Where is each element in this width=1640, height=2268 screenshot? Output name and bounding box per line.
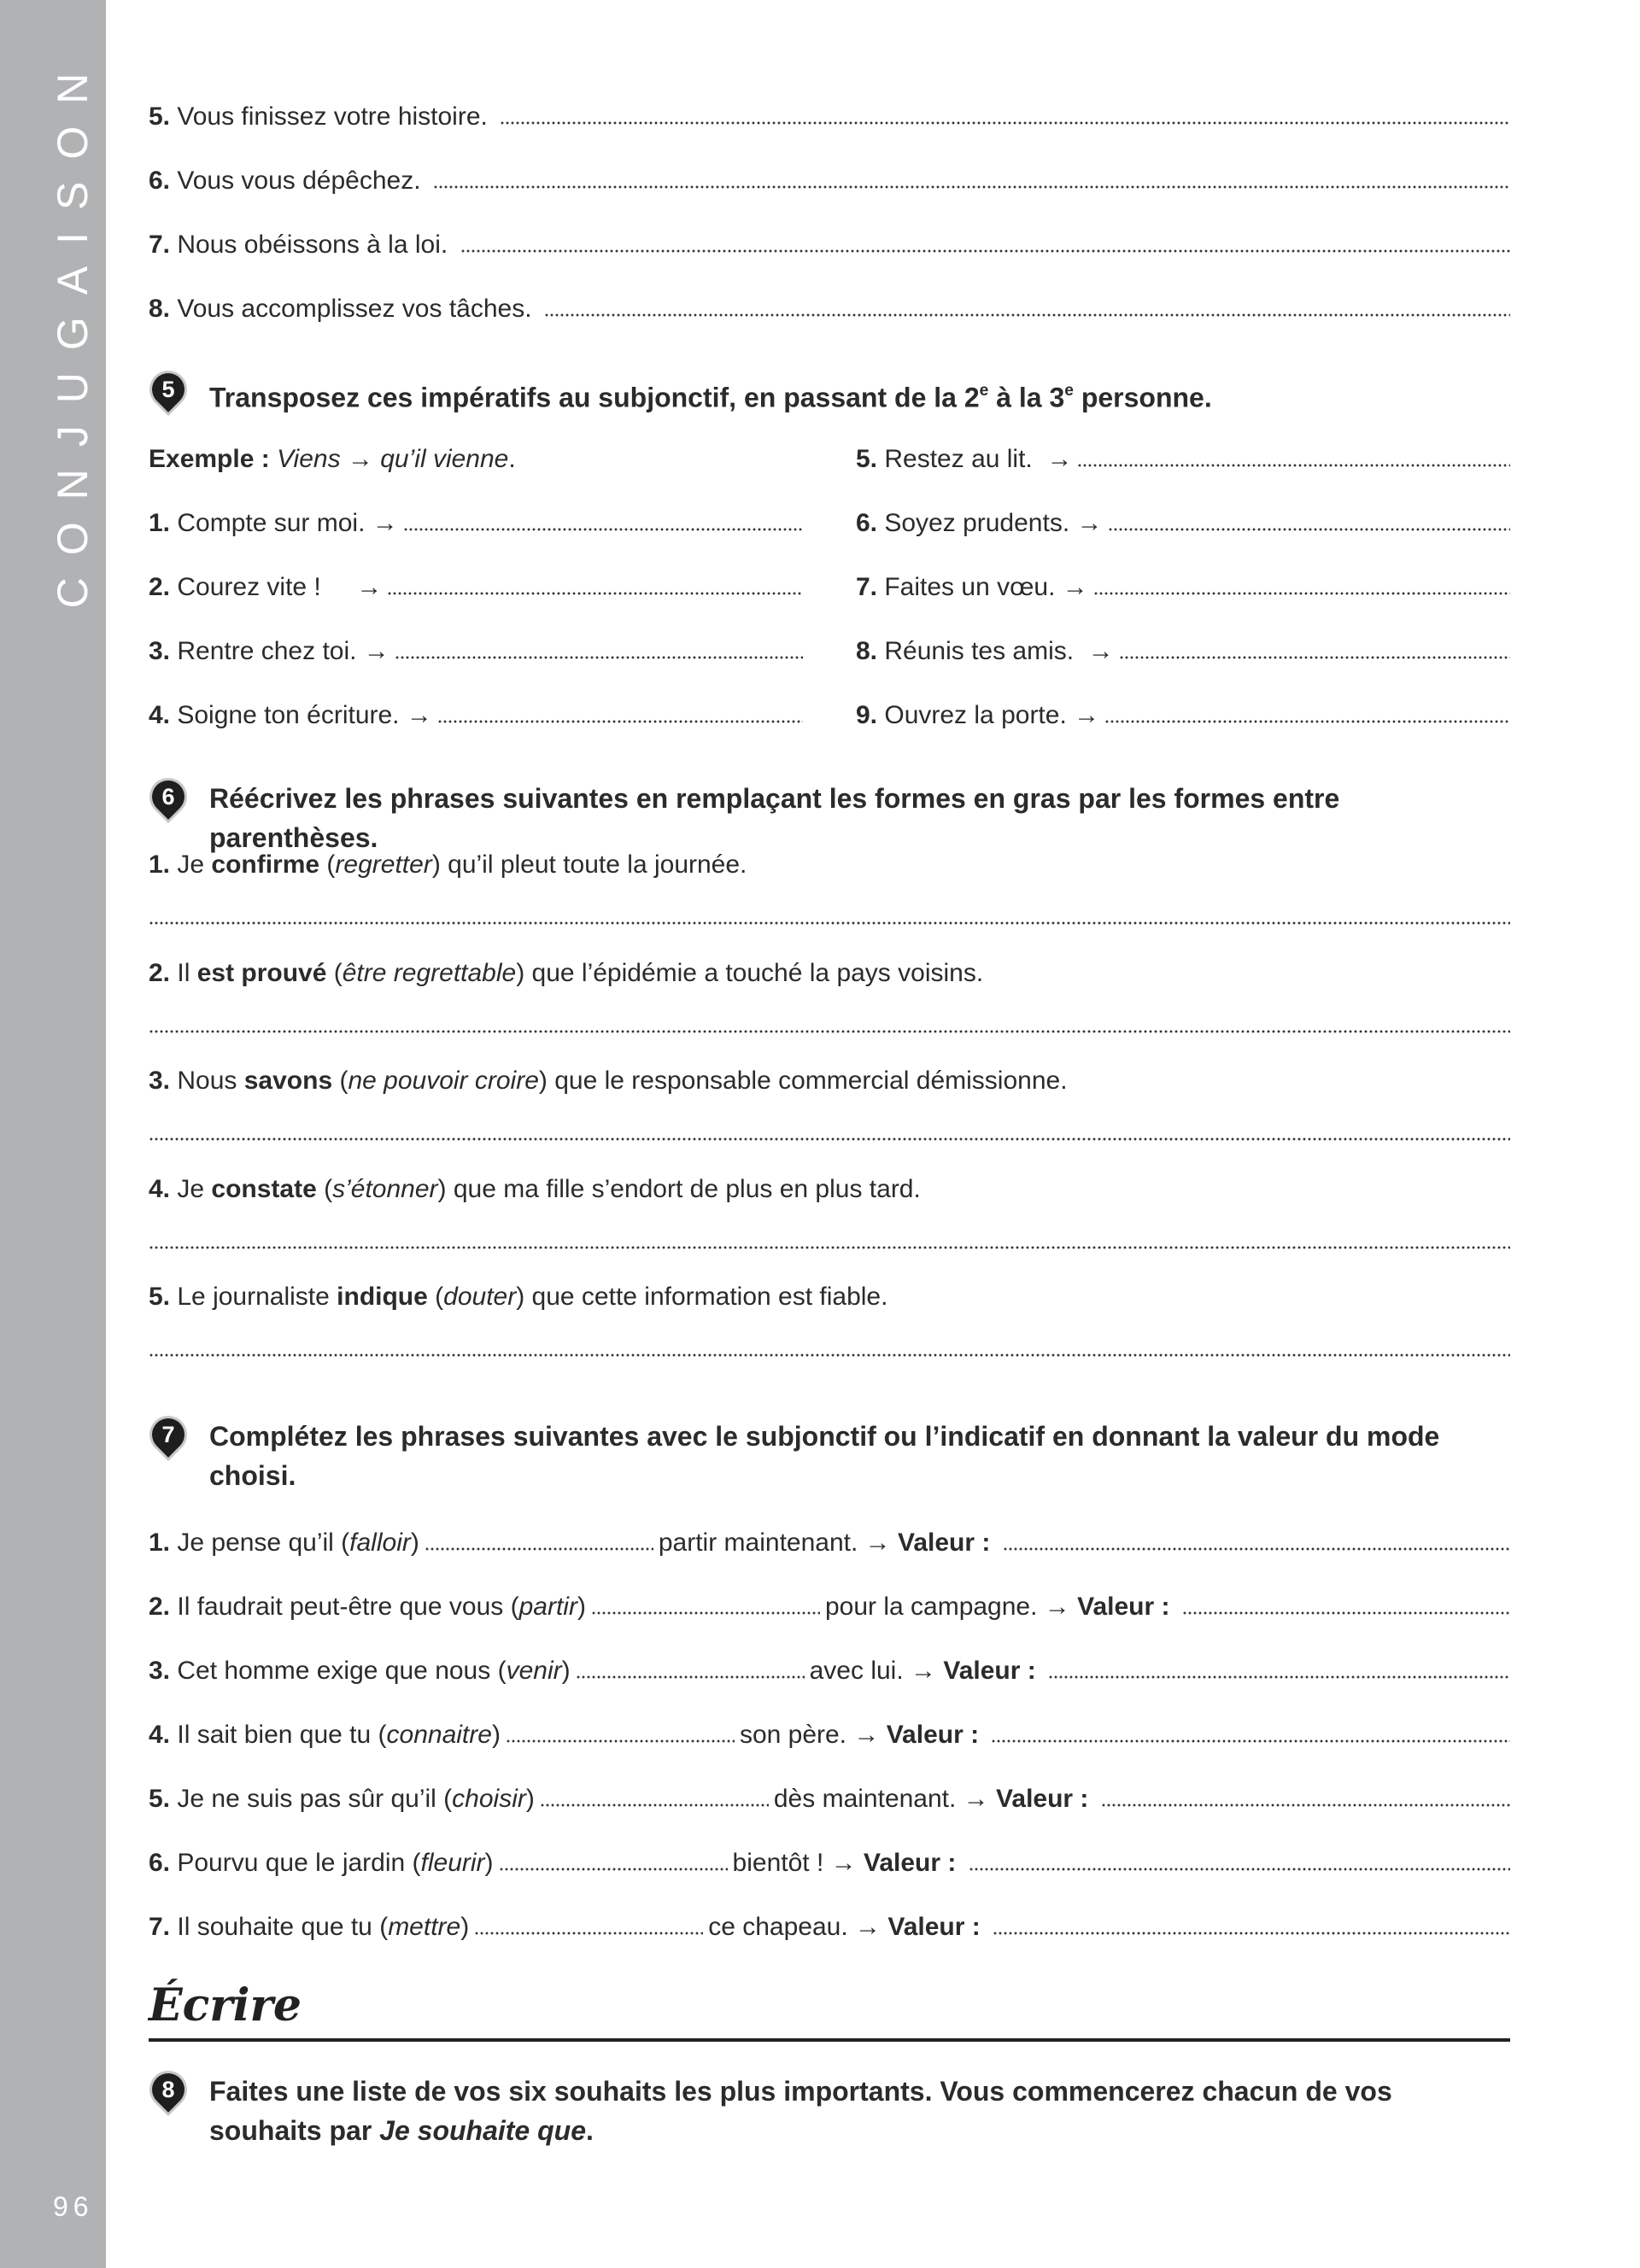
verb-blank[interactable] (576, 1675, 805, 1680)
text-segment: à la 3 (988, 382, 1065, 413)
exercise-number: 8 (161, 2077, 175, 2102)
answer-blank[interactable] (500, 120, 1510, 126)
answer-blank[interactable] (1182, 1610, 1510, 1616)
text-segment: Il sait bien que tu ( (177, 1720, 387, 1749)
text-segment: être regrettable (342, 958, 517, 987)
answer-blank[interactable] (437, 719, 803, 724)
text-segment: Complétez les phrases suivantes avec le subjonctif ou l’indicatif en donnant la valeur du mode choisi. (209, 1421, 1440, 1491)
exercise-item (856, 555, 1510, 619)
answer-blank[interactable] (1104, 719, 1510, 724)
text-segment: ( (427, 1283, 444, 1311)
text-segment: e (1064, 382, 1074, 400)
text-segment: ( (332, 1067, 348, 1095)
text-segment: 1. (149, 508, 178, 537)
exercise-item (149, 1895, 1510, 1959)
text-segment: pour la campagne. → (824, 1592, 1078, 1621)
text-segment: ) (577, 1592, 586, 1621)
answer-line[interactable] (149, 921, 1510, 926)
text-segment: Nous (177, 1067, 244, 1095)
answer-blank[interactable] (1077, 463, 1510, 468)
exercise-number: 6 (161, 784, 175, 810)
example-line (149, 427, 803, 491)
exercise-item (149, 555, 803, 619)
text-segment: qu’il vienne (380, 444, 509, 473)
text-segment: est prouvé (196, 958, 327, 987)
text-segment: Il faudrait peut-être que vous ( (177, 1592, 519, 1621)
text-segment: Faites une liste de vos six souhaits les plus importants. Vous commencerez chacun de vos souhaits par (209, 2076, 1392, 2146)
text-segment: Valeur : (886, 1720, 987, 1749)
text-segment: Transposez ces impératifs au subjonctif, en passant de la 2 (209, 382, 980, 413)
text-segment: ) (410, 1528, 419, 1557)
text-segment: 7. (149, 1912, 178, 1941)
text-segment: 4. (149, 1174, 178, 1203)
text-segment: 5. (149, 1283, 178, 1311)
text-segment: indique (337, 1283, 428, 1311)
text-segment: dès maintenant. → (773, 1784, 997, 1813)
answer-blank[interactable] (1093, 591, 1510, 596)
exercise-5 (149, 427, 1510, 747)
answer-blank[interactable] (387, 591, 803, 596)
text-segment: ) (491, 1720, 501, 1749)
text-segment: 5. (149, 102, 178, 131)
text-segment: partir maintenant. → (658, 1528, 898, 1557)
answer-blank[interactable] (969, 1867, 1510, 1872)
text-segment: ce chapeau. → (708, 1912, 888, 1941)
text-segment: ) (561, 1656, 571, 1685)
answer-blank[interactable] (433, 184, 1510, 190)
text-segment: Réunis tes amis. → (884, 636, 1114, 665)
text-segment: 5. (149, 1784, 178, 1813)
exercise-8-heading (149, 2072, 1510, 2150)
text-segment: ) que ma fille s’endort de plus en plus tard. (437, 1174, 921, 1203)
exercise-number: 7 (161, 1422, 175, 1447)
text-segment: → (340, 444, 381, 473)
text-segment: e (979, 382, 989, 400)
verb-blank[interactable] (506, 1739, 735, 1744)
exercise-instruction (209, 1417, 1510, 1495)
text-segment: 6. (149, 1848, 178, 1877)
exercise-7-heading (149, 1417, 1510, 1495)
exercise-item (856, 491, 1510, 555)
exercise-item (149, 1575, 1510, 1639)
exercise-sentence (149, 948, 1510, 999)
text-segment: Valeur : (943, 1656, 1044, 1685)
text-segment: 8. (149, 294, 178, 323)
text-segment: Courez vite ! → (177, 572, 383, 601)
text-segment: . (508, 444, 516, 473)
text-segment: 5. (856, 444, 885, 473)
verb-blank[interactable] (540, 1803, 769, 1808)
text-segment: ) que cette information est fiable. (516, 1283, 888, 1311)
exercise-item (149, 619, 803, 683)
answer-blank[interactable] (395, 655, 803, 660)
section-title-ecrire: Écrire (149, 1979, 302, 2031)
exercise-7 (149, 1511, 1510, 1959)
text-segment: Pourvu que le jardin ( (177, 1848, 421, 1877)
text-segment: Compte sur moi. → (177, 508, 398, 537)
text-segment: Il souhaite que tu ( (177, 1912, 389, 1941)
text-segment: ( (319, 850, 336, 879)
text-segment: falloir (349, 1528, 411, 1557)
exercise-instruction (209, 2072, 1510, 2150)
text-segment: Vous accomplissez vos tâches. (177, 294, 539, 323)
text-segment: Soigne ton écriture. → (177, 700, 432, 729)
text-segment: ) (460, 1912, 470, 1941)
text-segment: choisir (452, 1784, 526, 1813)
text-segment: Faites un vœu. → (884, 572, 1088, 601)
text-segment: avec lui. → (809, 1656, 944, 1685)
exercise-5-heading (149, 371, 1510, 417)
text-segment: Je (177, 1174, 212, 1203)
text-segment: fleurir (420, 1848, 485, 1877)
answer-blank[interactable] (1101, 1803, 1510, 1808)
answer-line[interactable] (149, 1353, 1510, 1358)
exercise-5-left-column (149, 427, 803, 747)
exercise-item (149, 839, 1510, 948)
exercise-number-badge-icon (145, 1412, 191, 1458)
text-segment: . (586, 2115, 594, 2146)
answer-blank[interactable] (460, 248, 1510, 254)
text-segment: constate (211, 1174, 317, 1203)
exercise-item (856, 619, 1510, 683)
verb-blank[interactable] (499, 1867, 728, 1872)
text-segment: confirme (211, 850, 320, 879)
text-segment: partir (518, 1592, 577, 1621)
chapter-sidebar (0, 0, 106, 2268)
exercise-5-right-column (856, 427, 1510, 747)
text-segment: ( (326, 958, 343, 987)
exercise-item (149, 1055, 1510, 1164)
text-segment: Cet homme exige que nous ( (177, 1656, 507, 1685)
exercise-6 (149, 839, 1510, 1380)
exercise-number-badge-icon (145, 2066, 191, 2113)
exercise-item (149, 149, 1510, 213)
text-segment: 1. (149, 850, 178, 879)
text-segment: Je ne suis pas sûr qu’il ( (177, 1784, 453, 1813)
exercise-4-continued (149, 85, 1510, 341)
exercise-item (149, 1164, 1510, 1272)
exercise-item (149, 85, 1510, 149)
text-segment: connaitre (386, 1720, 492, 1749)
answer-line[interactable] (149, 1245, 1510, 1250)
text-segment: Valeur : (1077, 1592, 1177, 1621)
text-segment: Nous obéissons à la loi. (177, 230, 455, 259)
text-segment: s’étonner (332, 1174, 438, 1203)
text-segment: 8. (856, 636, 885, 665)
text-segment: 9. (856, 700, 885, 729)
text-segment: 3. (149, 636, 178, 665)
exercise-item (856, 427, 1510, 491)
text-segment: Exemple : (149, 444, 278, 473)
text-segment: Valeur : (897, 1528, 998, 1557)
exercise-number: 5 (161, 377, 175, 402)
text-segment: ) (525, 1784, 535, 1813)
text-segment: 7. (856, 572, 885, 601)
text-segment: Rentre chez toi. → (177, 636, 390, 665)
answer-blank[interactable] (1119, 655, 1510, 660)
chapter-title: CONJUGAISON (49, 50, 97, 609)
text-segment: Valeur : (996, 1784, 1096, 1813)
text-segment: Restez au lit. → (884, 444, 1073, 473)
exercise-item (149, 213, 1510, 277)
exercise-sentence (149, 1164, 1510, 1215)
exercise-item (149, 948, 1510, 1056)
text-segment: 2. (149, 958, 178, 987)
verb-blank[interactable] (474, 1931, 703, 1936)
exercise-sentence (149, 1055, 1510, 1107)
exercise-item (149, 491, 803, 555)
text-segment: Le journaliste (177, 1283, 337, 1311)
text-segment: ) qu’il pleut toute la journée. (431, 850, 747, 879)
text-segment: personne. (1073, 382, 1212, 413)
answer-blank[interactable] (1108, 527, 1511, 532)
exercise-item (856, 683, 1510, 747)
text-segment: regretter (335, 850, 432, 879)
text-segment: 3. (149, 1656, 178, 1685)
text-segment: Vous finissez votre histoire. (177, 102, 495, 131)
text-segment: 3. (149, 1067, 178, 1095)
text-segment: Ouvrez la porte. → (884, 700, 1100, 729)
text-segment: ) que le responsable commercial démissionne. (538, 1067, 1068, 1095)
answer-blank[interactable] (1003, 1546, 1510, 1552)
text-segment: savons (243, 1067, 333, 1095)
exercise-item (149, 683, 803, 747)
exercise-item (149, 1703, 1510, 1767)
exercise-sentence (149, 1271, 1510, 1323)
text-segment: Valeur : (887, 1912, 988, 1941)
exercise-number-badge-icon (145, 774, 191, 820)
text-segment: douter (443, 1283, 517, 1311)
exercise-instruction (209, 371, 1510, 417)
text-segment: 7. (149, 230, 178, 259)
verb-blank[interactable] (425, 1546, 653, 1552)
text-segment: Je pense qu’il ( (177, 1528, 350, 1557)
text-segment: Valeur : (863, 1848, 964, 1877)
text-segment: son père. → (739, 1720, 887, 1749)
text-segment: Soyez prudents. → (884, 508, 1103, 537)
exercise-sentence (149, 839, 1510, 891)
exercise-item (149, 1639, 1510, 1703)
text-segment: ) que l’épidémie a touché la pays voisins. (516, 958, 984, 987)
text-segment: Je (177, 850, 212, 879)
answer-blank[interactable] (544, 313, 1510, 318)
text-segment: 2. (149, 1592, 178, 1621)
answer-blank[interactable] (993, 1931, 1510, 1936)
text-segment: Je souhaite que (379, 2115, 586, 2146)
exercise-item (149, 277, 1510, 341)
answer-blank[interactable] (403, 527, 803, 532)
page-number: 96 (53, 2191, 94, 2222)
text-segment: 2. (149, 572, 178, 601)
text-segment: 6. (856, 508, 885, 537)
exercise-item (149, 1831, 1510, 1895)
text-segment: Viens (277, 444, 341, 473)
verb-blank[interactable] (591, 1610, 820, 1616)
text-segment: 6. (149, 166, 178, 195)
answer-line[interactable] (149, 1137, 1510, 1142)
text-segment: venir (506, 1656, 562, 1685)
answer-blank[interactable] (991, 1739, 1510, 1744)
text-segment: ne pouvoir croire (348, 1067, 539, 1095)
section-divider (149, 2038, 1510, 2042)
exercise-item (149, 1767, 1510, 1831)
exercise-number-badge-icon (145, 366, 191, 412)
answer-line[interactable] (149, 1029, 1510, 1034)
text-segment: Vous vous dépêchez. (177, 166, 428, 195)
text-segment: Il (177, 958, 197, 987)
text-segment: ) (484, 1848, 494, 1877)
text-segment: 4. (149, 700, 178, 729)
text-segment: bientôt ! → (732, 1848, 864, 1877)
text-segment: ( (316, 1174, 333, 1203)
text-segment: 4. (149, 1720, 178, 1749)
exercise-item (149, 1271, 1510, 1380)
exercise-item (149, 1511, 1510, 1575)
text-segment: 1. (149, 1528, 178, 1557)
answer-blank[interactable] (1048, 1675, 1510, 1680)
text-segment: Réécrivez les phrases suivantes en remplaçant les formes en gras par les formes entre parenthèses. (209, 783, 1340, 853)
text-segment: mettre (388, 1912, 461, 1941)
